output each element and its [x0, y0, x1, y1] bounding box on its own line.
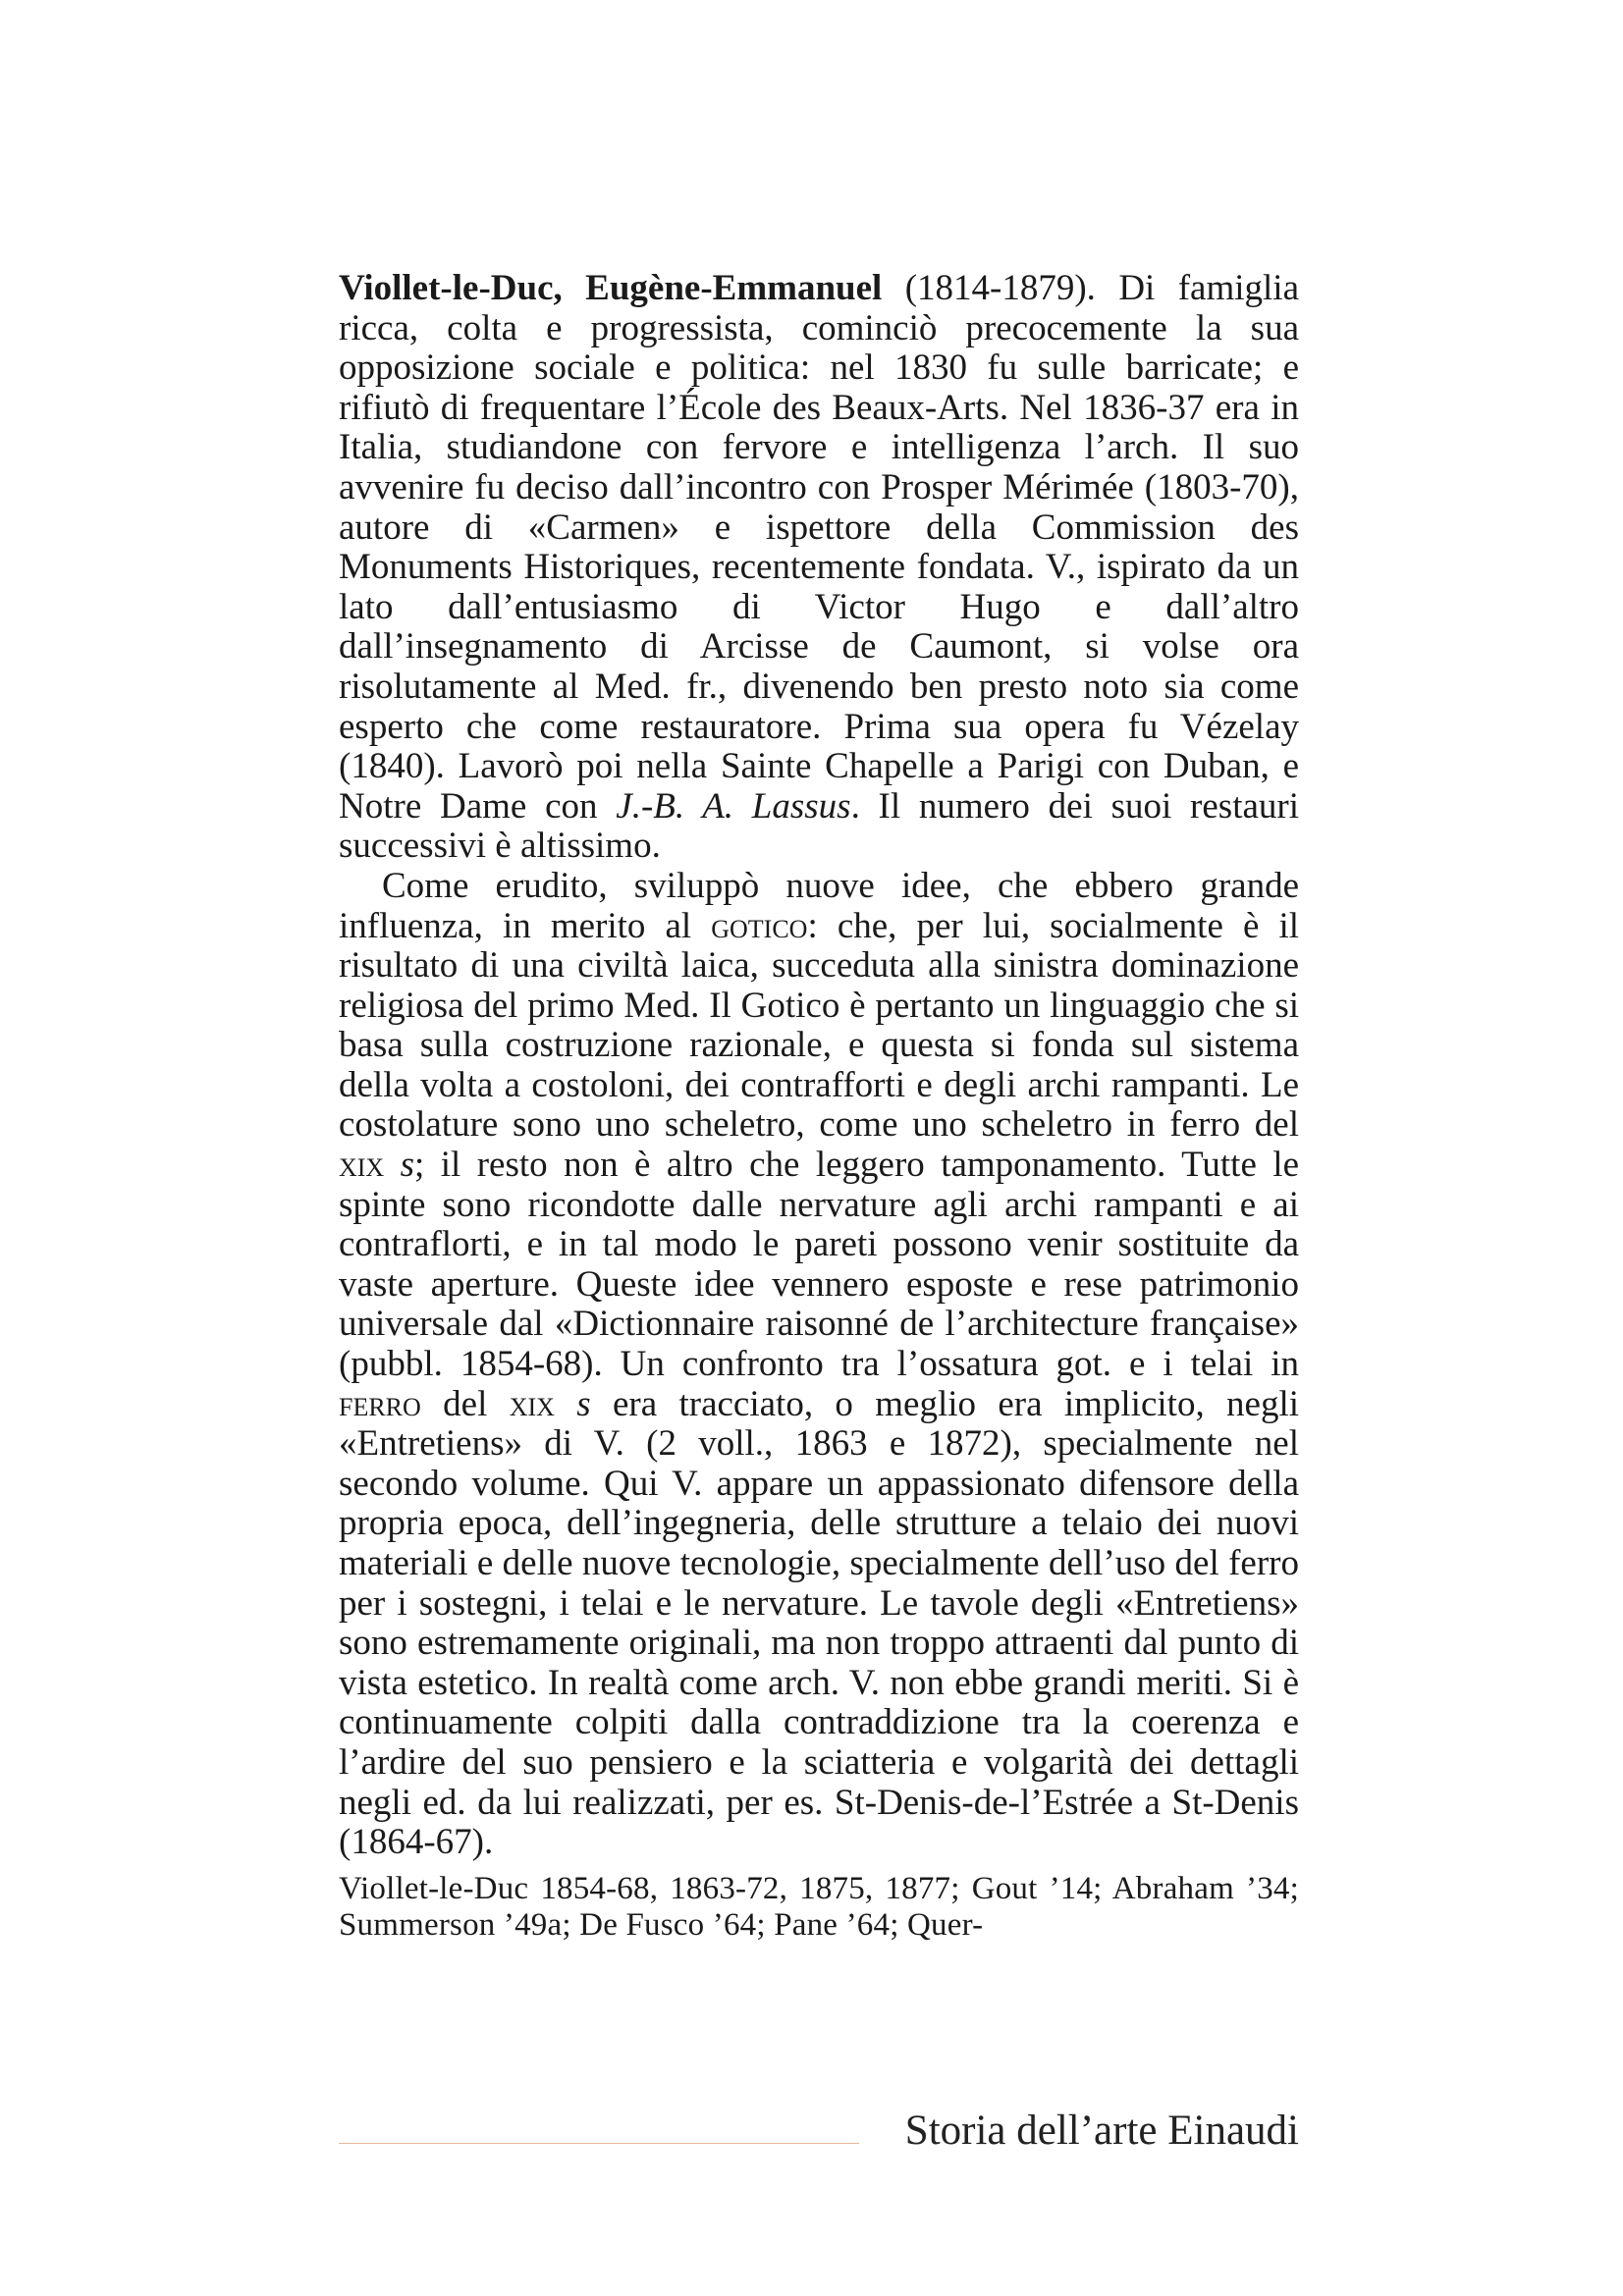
- paragraph-1-text: (1814-1879). Di famiglia ricca, colta e progressista, cominciò precocemente la sua opposizione sociale e politica: nel 1830 fu sulle barricate; e rifiutò di frequentare l’École des Beaux-Arts. Nel 1836-37 era in Italia, studiandone con fervore e intelligenza l’arch. Il suo avvenire fu deciso dall’incontro con Prosper Mérimée (1803-70), autore di «Carmen» e ispettore della Commission des Monuments Historiques, recentemente fondata. V., ispirato da un lato dall’entusiasmo di Victor Hugo e dall’altro dall’insegnamento di Arcisse de Caumont, si volse ora risolutamente al Med. fr., divenendo ben presto noto sia come esperto che come restauratore. Prima sua opera fu Vézelay (1840). Lavorò poi nella Sainte Chapelle a Parigi con Duban, e Notre Dame con: [339, 268, 1299, 827]
- paragraph-1-end: . Il numero dei suoi restauri successivi è altissimo.: [339, 785, 1299, 867]
- footer-title: Storia dell’arte Einaudi: [904, 2108, 1299, 2154]
- page-footer: [339, 2101, 1299, 2160]
- century-numeral: xix: [509, 1383, 555, 1424]
- paragraph-2-text-a: Come erudito, sviluppò nuove idee, che ebbero grande influenza, in merito al: [339, 865, 1299, 946]
- footer-rule: [339, 2143, 859, 2144]
- entry-text: [339, 269, 1299, 1945]
- paragraph-1-italic-name: J.-B. A. Lassus: [616, 785, 851, 827]
- crossref-ferro: ferro: [339, 1383, 421, 1424]
- bibliography: Viollet-le-Duc 1854-68, 1863-72, 1875, 1877; Gout ’14; Abraham ’34; Summerson ’49a; De Fusco ’64; Pane ’64; Quer-: [339, 1870, 1299, 1944]
- paragraph-2-text-d: del: [420, 1383, 510, 1424]
- paragraph-2-text-b: : che, per lui, socialmente è il risultato di una civiltà laica, succeduta alla sinistra dominazione religiosa del primo Med. Il Gotico è pertanto un linguaggio che si basa sulla costruzione razionale, e questa si fonda sul sistema della volta a costoloni, dei contrafforti e degli archi rampanti. Le costolature sono uno scheletro, come uno scheletro in ferro del: [339, 905, 1299, 1146]
- century-numeral: xix: [339, 1145, 385, 1186]
- entry-headword: Viollet-le-Duc, Eugène-Emmanuel: [339, 268, 883, 308]
- paragraph-2-text-e: era tracciato, o meglio era implicito, negli «Entretiens» di V. (2 voll., 1863 e 1872), specialmente nel secondo volume. Qui V. appare un appassionato difensore della propria epoca, dell’ingegneria, delle strutture a telaio dei nuovi materiali e delle nuove tecnologie, specialmente dell’uso del ferro per i sostegni, i telai e le nervature. Le tavole degli «Entretiens» sono estremamente originali, ma non troppo attraenti dal punto di vista estetico. In realtà come arch. V. non ebbe grandi meriti. Si è continuamente colpiti dalla contraddizione tra la coerenza e l’ardire del suo pensiero e la sciatteria e volgarità dei dettagli negli ed. da lui realizzati, per es. St-Denis-de-l’Estrée a St-Denis (1864-67).: [339, 1383, 1300, 1863]
- paragraph-2-text-c: ; il resto non è altro che leggero tamponamento. Tutte le spinte sono ricondotte dalle nervature agli archi rampanti e ai contraflorti, e in tal modo le pareti possono venir sostituite da vaste aperture. Queste idee vennero esposte e rese patrimonio universale dal «Dictionnaire raisonné de l’architecture française» (pubbl. 1854-68). Un confronto tra l’ossatura got. e i telai in: [339, 1145, 1299, 1385]
- century-abbrev: s: [400, 1145, 415, 1186]
- entry-paragraph-1: [339, 269, 1299, 867]
- century-abbrev: s: [576, 1383, 591, 1424]
- crossref-gotico: gotico: [711, 905, 808, 946]
- entry-paragraph-2: [339, 867, 1299, 1863]
